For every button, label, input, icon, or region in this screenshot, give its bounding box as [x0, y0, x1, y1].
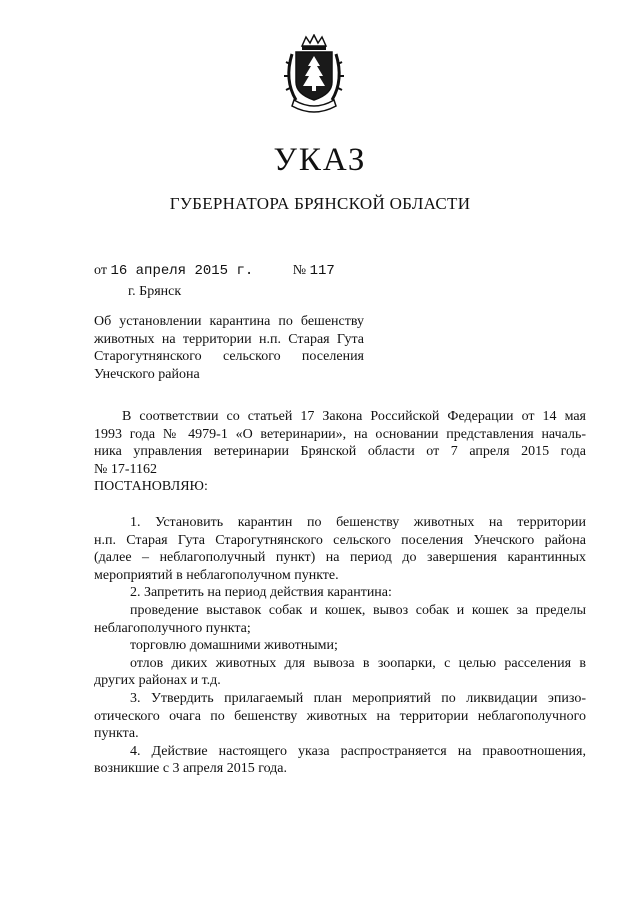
text-line: (далее – неблагополучный пункт) на период до завершения карантинных: [94, 550, 586, 566]
text-line: В соответствии со статьей 17 Закона Российской Федерации от 14 мая: [122, 409, 586, 424]
subject-line: животных на территории н.п. Старая Гута: [94, 331, 364, 347]
subject-line: Унечского района: [94, 366, 200, 382]
text-line: 1. Установить карантин по бешенству животных на территории: [130, 514, 586, 530]
date-prefix: от: [94, 263, 107, 278]
text-line: неблагополучного пункта;: [94, 620, 251, 636]
preamble: [94, 408, 586, 478]
text-line: возникшие с 3 апреля 2015 года.: [94, 761, 288, 777]
item-2: [94, 584, 586, 690]
decree-date: 16 апреля 2015 г.: [110, 263, 254, 279]
text-line: других районах и т.д.: [94, 673, 221, 689]
text-line: 2. Запретить на период действия карантина:: [130, 585, 392, 601]
text-line: 1993 года № 4979-1 «О ветеринарии», на основании представления началь-: [94, 426, 586, 442]
text-line: отического очага по бешенству животных на территории неблагополучного: [94, 708, 586, 724]
text-line: ника управления ветеринарии Брянской области от 7 апреля 2015 года: [94, 444, 586, 460]
bryansk-coat-of-arms-emblem: [282, 34, 346, 114]
decree-word: [94, 478, 586, 496]
text-line: пункта.: [94, 726, 139, 742]
subject-line: Старогутнянского сельского поселения: [94, 349, 364, 364]
decree-title: УКАЗ: [273, 142, 367, 178]
city: г. Брянск: [128, 284, 182, 299]
item-4: [94, 743, 586, 778]
text-line: мероприятий в неблагополучном пункте.: [94, 567, 339, 583]
subject-line: Об установлении карантина по бешенству: [94, 314, 364, 329]
item-1: [94, 514, 586, 584]
text-line: № 17-1162: [94, 461, 157, 477]
text-line: н.п. Старая Гута Старогутнянского сельского поселения Унечского района: [94, 532, 586, 548]
decree-body: [94, 408, 586, 778]
number-label: №: [292, 263, 307, 278]
decree-date-line: [94, 262, 335, 280]
text-line: торговлю домашними животными;: [130, 638, 338, 654]
item-3: [94, 690, 586, 743]
issuer-title: ГУБЕРНАТОРА БРЯНСКОЙ ОБЛАСТИ: [169, 194, 471, 213]
text-line: 4. Действие настоящего указа распространяется на правоотношения,: [130, 743, 586, 759]
text-line: 3. Утвердить прилагаемый план мероприятий по ликвидации эпизо-: [130, 690, 586, 706]
decree-number: 117: [309, 263, 335, 279]
decree-subject: [94, 313, 364, 383]
decree-word-text: ПОСТАНОВЛЯЮ:: [94, 479, 208, 495]
text-line: отлов диких животных для вывоза в зоопарки, с целью расселения в: [130, 655, 586, 671]
text-line: проведение выставок собак и кошек, вывоз собак и кошек за пределы: [130, 602, 586, 618]
